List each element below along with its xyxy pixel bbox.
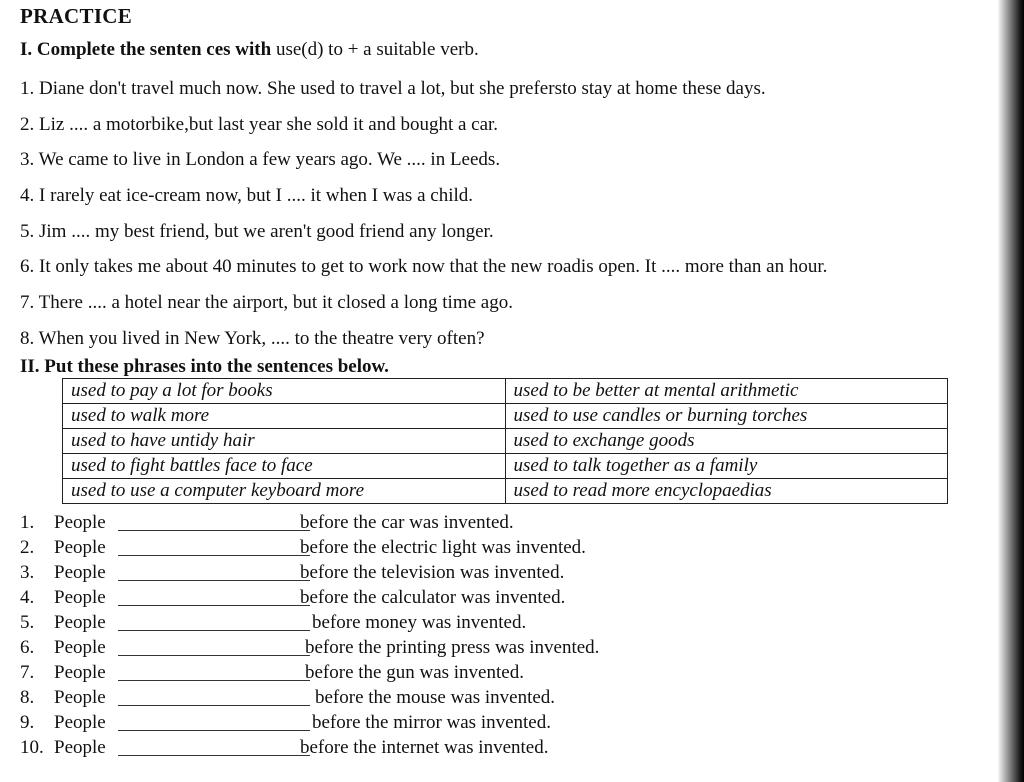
part-one-list [20, 76, 827, 362]
answer-blank[interactable] [118, 655, 310, 656]
phrase-table [62, 378, 948, 504]
phrase-cell: used to talk together as a family [505, 454, 948, 479]
table-row [63, 479, 948, 504]
item-ending: before the gun was invented. [305, 662, 524, 683]
item-number: 2. [20, 537, 35, 558]
item-ending: before the printing press was invented. [305, 637, 600, 658]
answer-blank[interactable] [118, 555, 310, 556]
item-subject: People [54, 512, 106, 533]
phrase-cell: used to pay a lot for books [63, 379, 506, 404]
part-one-item: 3. We came to live in London a few years ago. We .... in Leeds. [20, 149, 501, 171]
part-one-item: 7. There .... a hotel near the airport, but it closed a long time ago. [20, 292, 513, 314]
part-one-item: 2. Liz .... a motorbike,but last year she sold it and bought a car. [20, 113, 499, 135]
phrase-cell: used to read more encyclopaedias [505, 479, 948, 504]
item-subject: People [54, 637, 106, 658]
table-row [63, 404, 948, 429]
answer-blank[interactable] [118, 605, 310, 606]
answer-blank[interactable] [118, 580, 310, 581]
item-ending: before the television was invented. [300, 562, 565, 583]
section-two-title: II. Put these phrases into the sentences below. [20, 356, 389, 377]
part-one-item: 8. When you lived in New York, .... to the theatre very often? [20, 327, 485, 349]
item-number: 3. [20, 562, 35, 583]
item-number: 10. [20, 737, 44, 758]
item-subject: People [54, 537, 106, 558]
item-number: 1. [20, 512, 35, 533]
item-number: 8. [20, 687, 35, 708]
phrase-cell: used to walk more [63, 404, 506, 429]
answer-blank[interactable] [118, 705, 310, 706]
answer-blank[interactable] [118, 730, 310, 731]
item-subject: People [54, 737, 106, 758]
table-row [63, 429, 948, 454]
item-ending: before money was invented. [312, 612, 527, 633]
section-one-title [20, 39, 479, 61]
part-one-item: 6. It only takes me about 40 minutes to get to work now that the new roadis open. It .... more than an hour. [20, 256, 828, 278]
phrase-cell: used to exchange goods [505, 429, 948, 454]
answer-blank[interactable] [118, 680, 310, 681]
item-number: 4. [20, 587, 35, 608]
item-number: 9. [20, 712, 35, 733]
answer-blank[interactable] [118, 630, 310, 631]
item-number: 5. [20, 612, 35, 633]
item-ending: before the internet was invented. [300, 737, 549, 758]
item-subject: People [54, 612, 106, 633]
item-ending: before the electric light was invented. [300, 537, 586, 558]
phrase-cell: used to be better at mental arithmetic [505, 379, 948, 404]
part-one-item: 1. Diane don't travel much now. She used to travel a lot, but she prefersto stay at home these days. [20, 78, 766, 99]
item-ending: before the car was invented. [300, 512, 514, 533]
section-one-title-bold: I. Complete the senten ces with [20, 39, 272, 60]
item-subject: People [54, 712, 106, 733]
item-subject: People [54, 662, 106, 683]
phrase-cell: used to use candles or burning torches [505, 404, 948, 429]
phrase-cell: used to fight battles face to face [63, 454, 506, 479]
answer-blank[interactable] [118, 530, 310, 531]
item-ending: before the calculator was invented. [300, 587, 566, 608]
item-subject: People [54, 587, 106, 608]
part-one-item: 5. Jim .... my best friend, but we aren't good friend any longer. [20, 220, 494, 242]
part-one-item: 4. I rarely eat ice-cream now, but I .... it when I was a child. [20, 185, 474, 207]
page-edge-shadow [998, 0, 1024, 782]
phrase-cell: used to have untidy hair [63, 429, 506, 454]
page-title: PRACTICE [20, 4, 133, 28]
item-subject: People [54, 562, 106, 583]
answer-blank[interactable] [118, 755, 310, 756]
table-row [63, 379, 948, 404]
table-row [63, 454, 948, 479]
item-ending: before the mirror was invented. [312, 712, 551, 733]
item-number: 6. [20, 637, 35, 658]
item-number: 7. [20, 662, 35, 683]
item-subject: People [54, 687, 106, 708]
section-one-title-rest: use(d) to + a suitable verb. [271, 39, 479, 60]
item-ending: before the mouse was invented. [315, 687, 556, 708]
phrase-cell: used to use a computer keyboard more [63, 479, 506, 504]
